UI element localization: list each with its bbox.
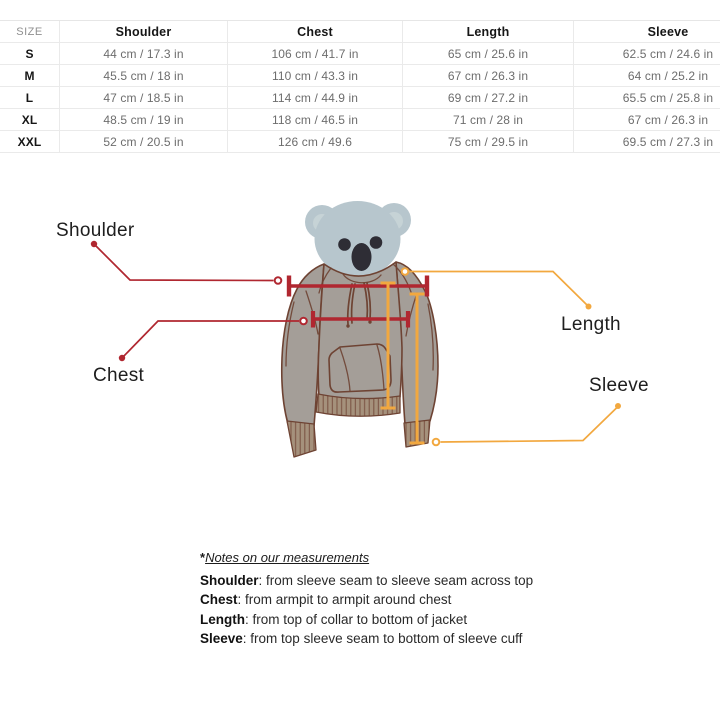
label-length: Length — [561, 314, 621, 335]
size-label: XL — [21, 112, 38, 127]
shoulder-value: 45.5 cm / 18 in — [59, 65, 227, 86]
length-value: 71 cm / 28 in — [402, 109, 573, 130]
length-value: 67 cm / 26.3 in — [402, 65, 573, 86]
notes-title-text: Notes on our measurements — [205, 550, 370, 565]
shoulder-value: 52 cm / 20.5 in — [59, 131, 227, 152]
hoodie-left-cuff — [287, 421, 316, 457]
hoodie-illustration — [282, 262, 438, 457]
size-label: M — [24, 68, 35, 83]
shoulder-value: 44 cm / 17.3 in — [59, 43, 227, 64]
shoulder-value: 48.5 cm / 19 in — [59, 109, 227, 130]
chest-value: 126 cm / 49.6 — [227, 131, 402, 152]
shoulder-leader-line — [91, 241, 282, 284]
size-label: S — [25, 46, 34, 61]
sleeve-value: 69.5 cm / 27.3 in — [573, 131, 720, 152]
sleeve-value: 62.5 cm / 24.6 in — [573, 43, 720, 64]
column-header-shoulder: Shoulder — [59, 21, 227, 42]
sleeve-value: 65.5 cm / 25.8 in — [573, 87, 720, 108]
column-header-sleeve: Sleeve — [573, 21, 720, 42]
sleeve-value: 67 cm / 26.3 in — [573, 109, 720, 130]
length-value: 75 cm / 29.5 in — [402, 131, 573, 152]
chest-leader-line — [119, 318, 307, 361]
note-length: Length: from top of collar to bottom of jacket — [200, 611, 468, 627]
chest-value: 106 cm / 41.7 in — [227, 43, 402, 64]
label-shoulder: Shoulder — [56, 220, 135, 241]
length-value: 69 cm / 27.2 in — [402, 87, 573, 108]
column-header-chest: Chest — [227, 21, 402, 42]
notes-title — [200, 549, 533, 567]
notes-asterisk: * — [200, 550, 206, 565]
note-sleeve: Sleeve: from top sleeve seam to bottom of sleeve cuff — [200, 630, 523, 646]
column-header-length: Length — [402, 21, 573, 42]
label-sleeve: Sleeve — [589, 375, 649, 396]
label-chest: Chest — [93, 365, 145, 386]
size-label: XXL — [17, 134, 42, 149]
chest-value: 114 cm / 44.9 in — [227, 87, 402, 108]
shoulder-value: 47 cm / 18.5 in — [59, 87, 227, 108]
chest-value: 110 cm / 43.3 in — [227, 65, 402, 86]
note-shoulder: Shoulder: from sleeve seam to sleeve seam across top — [200, 573, 534, 588]
column-header-size: SIZE — [16, 25, 43, 38]
sleeve-leader-line — [433, 403, 621, 445]
size-label: L — [25, 90, 34, 105]
measurement-notes — [200, 549, 533, 648]
chest-value: 118 cm / 46.5 in — [227, 109, 402, 130]
sleeve-value: 64 cm / 25.2 in — [573, 65, 720, 86]
note-chest: Chest: from armpit to armpit around chest — [200, 592, 452, 608]
length-value: 65 cm / 25.6 in — [402, 43, 573, 64]
